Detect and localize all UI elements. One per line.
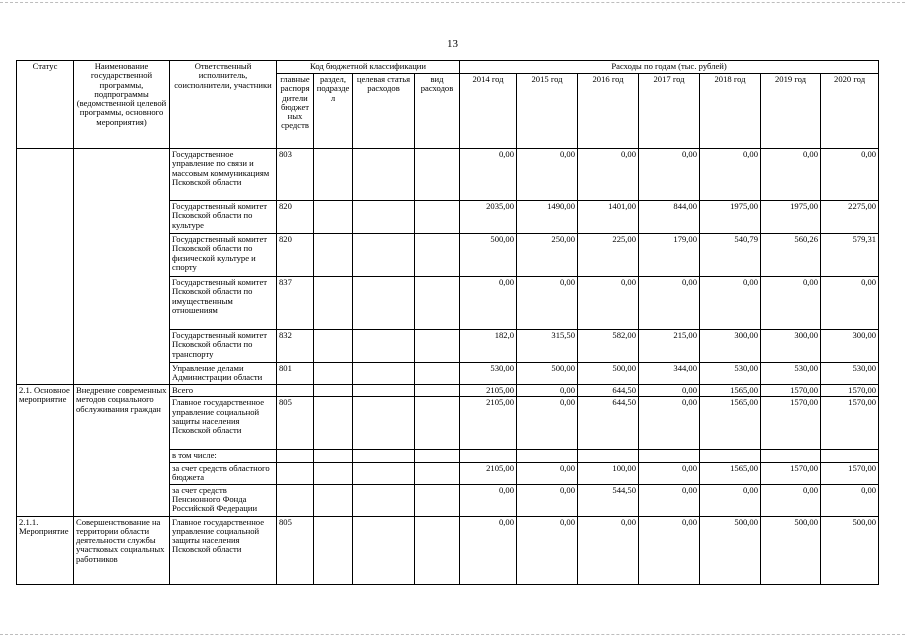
value-cell: 500,00 — [517, 363, 578, 385]
header-status: Статус — [17, 61, 74, 149]
code-cell — [277, 450, 314, 462]
budget-table — [16, 60, 879, 585]
value-cell: 644,50 — [578, 397, 639, 450]
executor-cell: в том числе: — [170, 450, 277, 462]
value-cell — [821, 450, 879, 462]
header-budget-code: Код бюджетной классификации — [277, 61, 460, 74]
value-cell: 582,00 — [578, 330, 639, 363]
value-cell: 2105,00 — [460, 397, 517, 450]
value-cell — [761, 450, 821, 462]
value-cell: 215,00 — [639, 330, 700, 363]
executor-cell: Государственное управление по связи и массовым коммуникациям Псковской области — [170, 149, 277, 201]
executor-cell: Главное государственное управление социальной защиты населения Псковской области — [170, 516, 277, 584]
value-cell: 0,00 — [639, 397, 700, 450]
value-cell: 0,00 — [700, 149, 761, 201]
header-main-manager: главные распоря дители бюджет ных средств — [277, 74, 314, 149]
code-cell: 832 — [277, 330, 314, 363]
header-row-top — [17, 61, 879, 74]
value-cell: 500,00 — [460, 234, 517, 277]
value-cell: 0,00 — [821, 484, 879, 516]
value-cell: 844,00 — [639, 201, 700, 234]
value-cell: 1570,00 — [761, 462, 821, 484]
value-cell: 0,00 — [639, 277, 700, 330]
value-cell: 0,00 — [460, 149, 517, 201]
value-cell: 1565,00 — [700, 397, 761, 450]
value-cell: 0,00 — [517, 462, 578, 484]
value-cell: 2105,00 — [460, 462, 517, 484]
value-cell: 300,00 — [761, 330, 821, 363]
code-cell: 837 — [277, 277, 314, 330]
header-year: 2014 год — [460, 74, 517, 149]
value-cell: 0,00 — [517, 277, 578, 330]
value-cell: 0,00 — [639, 385, 700, 397]
value-cell: 1565,00 — [700, 385, 761, 397]
value-cell: 530,00 — [700, 363, 761, 385]
code-cell — [277, 484, 314, 516]
page-number: 13 — [447, 38, 458, 50]
executor-cell: Государственный комитет Псковской области по культуре — [170, 201, 277, 234]
value-cell: 644,50 — [578, 385, 639, 397]
header-year: 2015 год — [517, 74, 578, 149]
executor-cell: за счет средств областного бюджета — [170, 462, 277, 484]
code-cell: 805 — [277, 516, 314, 584]
value-cell: 0,00 — [460, 484, 517, 516]
value-cell: 530,00 — [761, 363, 821, 385]
value-cell — [517, 450, 578, 462]
value-cell: 0,00 — [639, 516, 700, 584]
top-scan-edge — [0, 2, 905, 4]
header-section: раздел, подраздел — [314, 74, 353, 149]
value-cell: 500,00 — [578, 363, 639, 385]
value-cell: 544,50 — [578, 484, 639, 516]
header-year: 2020 год — [821, 74, 879, 149]
value-cell: 500,00 — [761, 516, 821, 584]
value-cell — [639, 450, 700, 462]
value-cell: 0,00 — [761, 277, 821, 330]
value-cell: 1975,00 — [700, 201, 761, 234]
value-cell: 1975,00 — [761, 201, 821, 234]
header-year: 2019 год — [761, 74, 821, 149]
value-cell: 1490,00 — [517, 201, 578, 234]
header-year: 2017 год — [639, 74, 700, 149]
status-cell — [17, 149, 74, 385]
table-row — [17, 516, 879, 584]
value-cell: 0,00 — [517, 516, 578, 584]
value-cell: 2105,00 — [460, 385, 517, 397]
value-cell: 0,00 — [639, 149, 700, 201]
value-cell: 560,26 — [761, 234, 821, 277]
executor-cell: Всего — [170, 385, 277, 397]
value-cell — [460, 450, 517, 462]
executor-cell: Государственный комитет Псковской области по физической культуре и спорту — [170, 234, 277, 277]
executor-cell: Государственный комитет Псковской области по транспорту — [170, 330, 277, 363]
value-cell: 1570,00 — [761, 385, 821, 397]
header-executor: Ответственный исполнитель, соисполнители, участники — [170, 61, 277, 149]
header-year: 2016 год — [578, 74, 639, 149]
value-cell: 0,00 — [578, 516, 639, 584]
status-cell: 2.1. Основное мероприятие — [17, 385, 74, 517]
value-cell: 0,00 — [517, 385, 578, 397]
table-row — [17, 385, 879, 397]
code-cell: 803 — [277, 149, 314, 201]
name-cell: Внедрение современных методов социального обслуживания граждан — [74, 385, 170, 517]
value-cell: 0,00 — [460, 516, 517, 584]
value-cell: 1565,00 — [700, 462, 761, 484]
value-cell: 0,00 — [821, 149, 879, 201]
code-cell: 820 — [277, 201, 314, 234]
header-name: Наименование государственной программы, подпрограммы (ведомственной целевой программы, основного мероприятия) — [74, 61, 170, 149]
value-cell: 1570,00 — [821, 462, 879, 484]
value-cell: 0,00 — [821, 277, 879, 330]
header-year: 2018 год — [700, 74, 761, 149]
header-type: вид расходов — [415, 74, 460, 149]
value-cell: 100,00 — [578, 462, 639, 484]
value-cell: 250,00 — [517, 234, 578, 277]
executor-cell: Управление делами Администрации области — [170, 363, 277, 385]
value-cell: 300,00 — [700, 330, 761, 363]
value-cell: 0,00 — [761, 149, 821, 201]
value-cell: 1570,00 — [761, 397, 821, 450]
name-cell: Совершенствование на территории области деятельности службы участковых социальных работников — [74, 516, 170, 584]
value-cell: 182,0 — [460, 330, 517, 363]
header-expenses: Расходы по годам (тыс. рублей) — [460, 61, 879, 74]
table-row — [17, 149, 879, 201]
value-cell: 315,50 — [517, 330, 578, 363]
value-cell: 344,00 — [639, 363, 700, 385]
value-cell: 179,00 — [639, 234, 700, 277]
code-cell: 801 — [277, 363, 314, 385]
value-cell: 225,00 — [578, 234, 639, 277]
value-cell — [700, 450, 761, 462]
value-cell: 0,00 — [460, 277, 517, 330]
value-cell: 500,00 — [700, 516, 761, 584]
code-cell — [277, 385, 314, 397]
value-cell: 300,00 — [821, 330, 879, 363]
status-cell: 2.1.1. Мероприятие — [17, 516, 74, 584]
code-cell: 805 — [277, 397, 314, 450]
value-cell: 0,00 — [517, 149, 578, 201]
value-cell: 0,00 — [578, 277, 639, 330]
executor-cell: за счет средств Пенсионного Фонда Российской Федерации — [170, 484, 277, 516]
value-cell: 1570,00 — [821, 397, 879, 450]
value-cell: 0,00 — [517, 397, 578, 450]
value-cell: 0,00 — [517, 484, 578, 516]
bottom-scan-edge — [0, 634, 905, 636]
value-cell: 2275,00 — [821, 201, 879, 234]
header-target: целевая статья расходов — [353, 74, 415, 149]
value-cell: 0,00 — [639, 462, 700, 484]
value-cell: 500,00 — [821, 516, 879, 584]
name-cell — [74, 149, 170, 385]
value-cell: 2035,00 — [460, 201, 517, 234]
executor-cell: Государственный комитет Псковской области по имущественным отношениям — [170, 277, 277, 330]
value-cell: 530,00 — [821, 363, 879, 385]
value-cell: 0,00 — [700, 277, 761, 330]
value-cell: 579,31 — [821, 234, 879, 277]
value-cell: 1570,00 — [821, 385, 879, 397]
value-cell: 540,79 — [700, 234, 761, 277]
code-cell — [277, 462, 314, 484]
value-cell: 0,00 — [761, 484, 821, 516]
value-cell — [578, 450, 639, 462]
code-cell: 820 — [277, 234, 314, 277]
value-cell: 1401,00 — [578, 201, 639, 234]
executor-cell: Главное государственное управление социальной защиты населения Псковской области — [170, 397, 277, 450]
value-cell: 0,00 — [639, 484, 700, 516]
value-cell: 0,00 — [700, 484, 761, 516]
value-cell: 0,00 — [578, 149, 639, 201]
value-cell: 530,00 — [460, 363, 517, 385]
